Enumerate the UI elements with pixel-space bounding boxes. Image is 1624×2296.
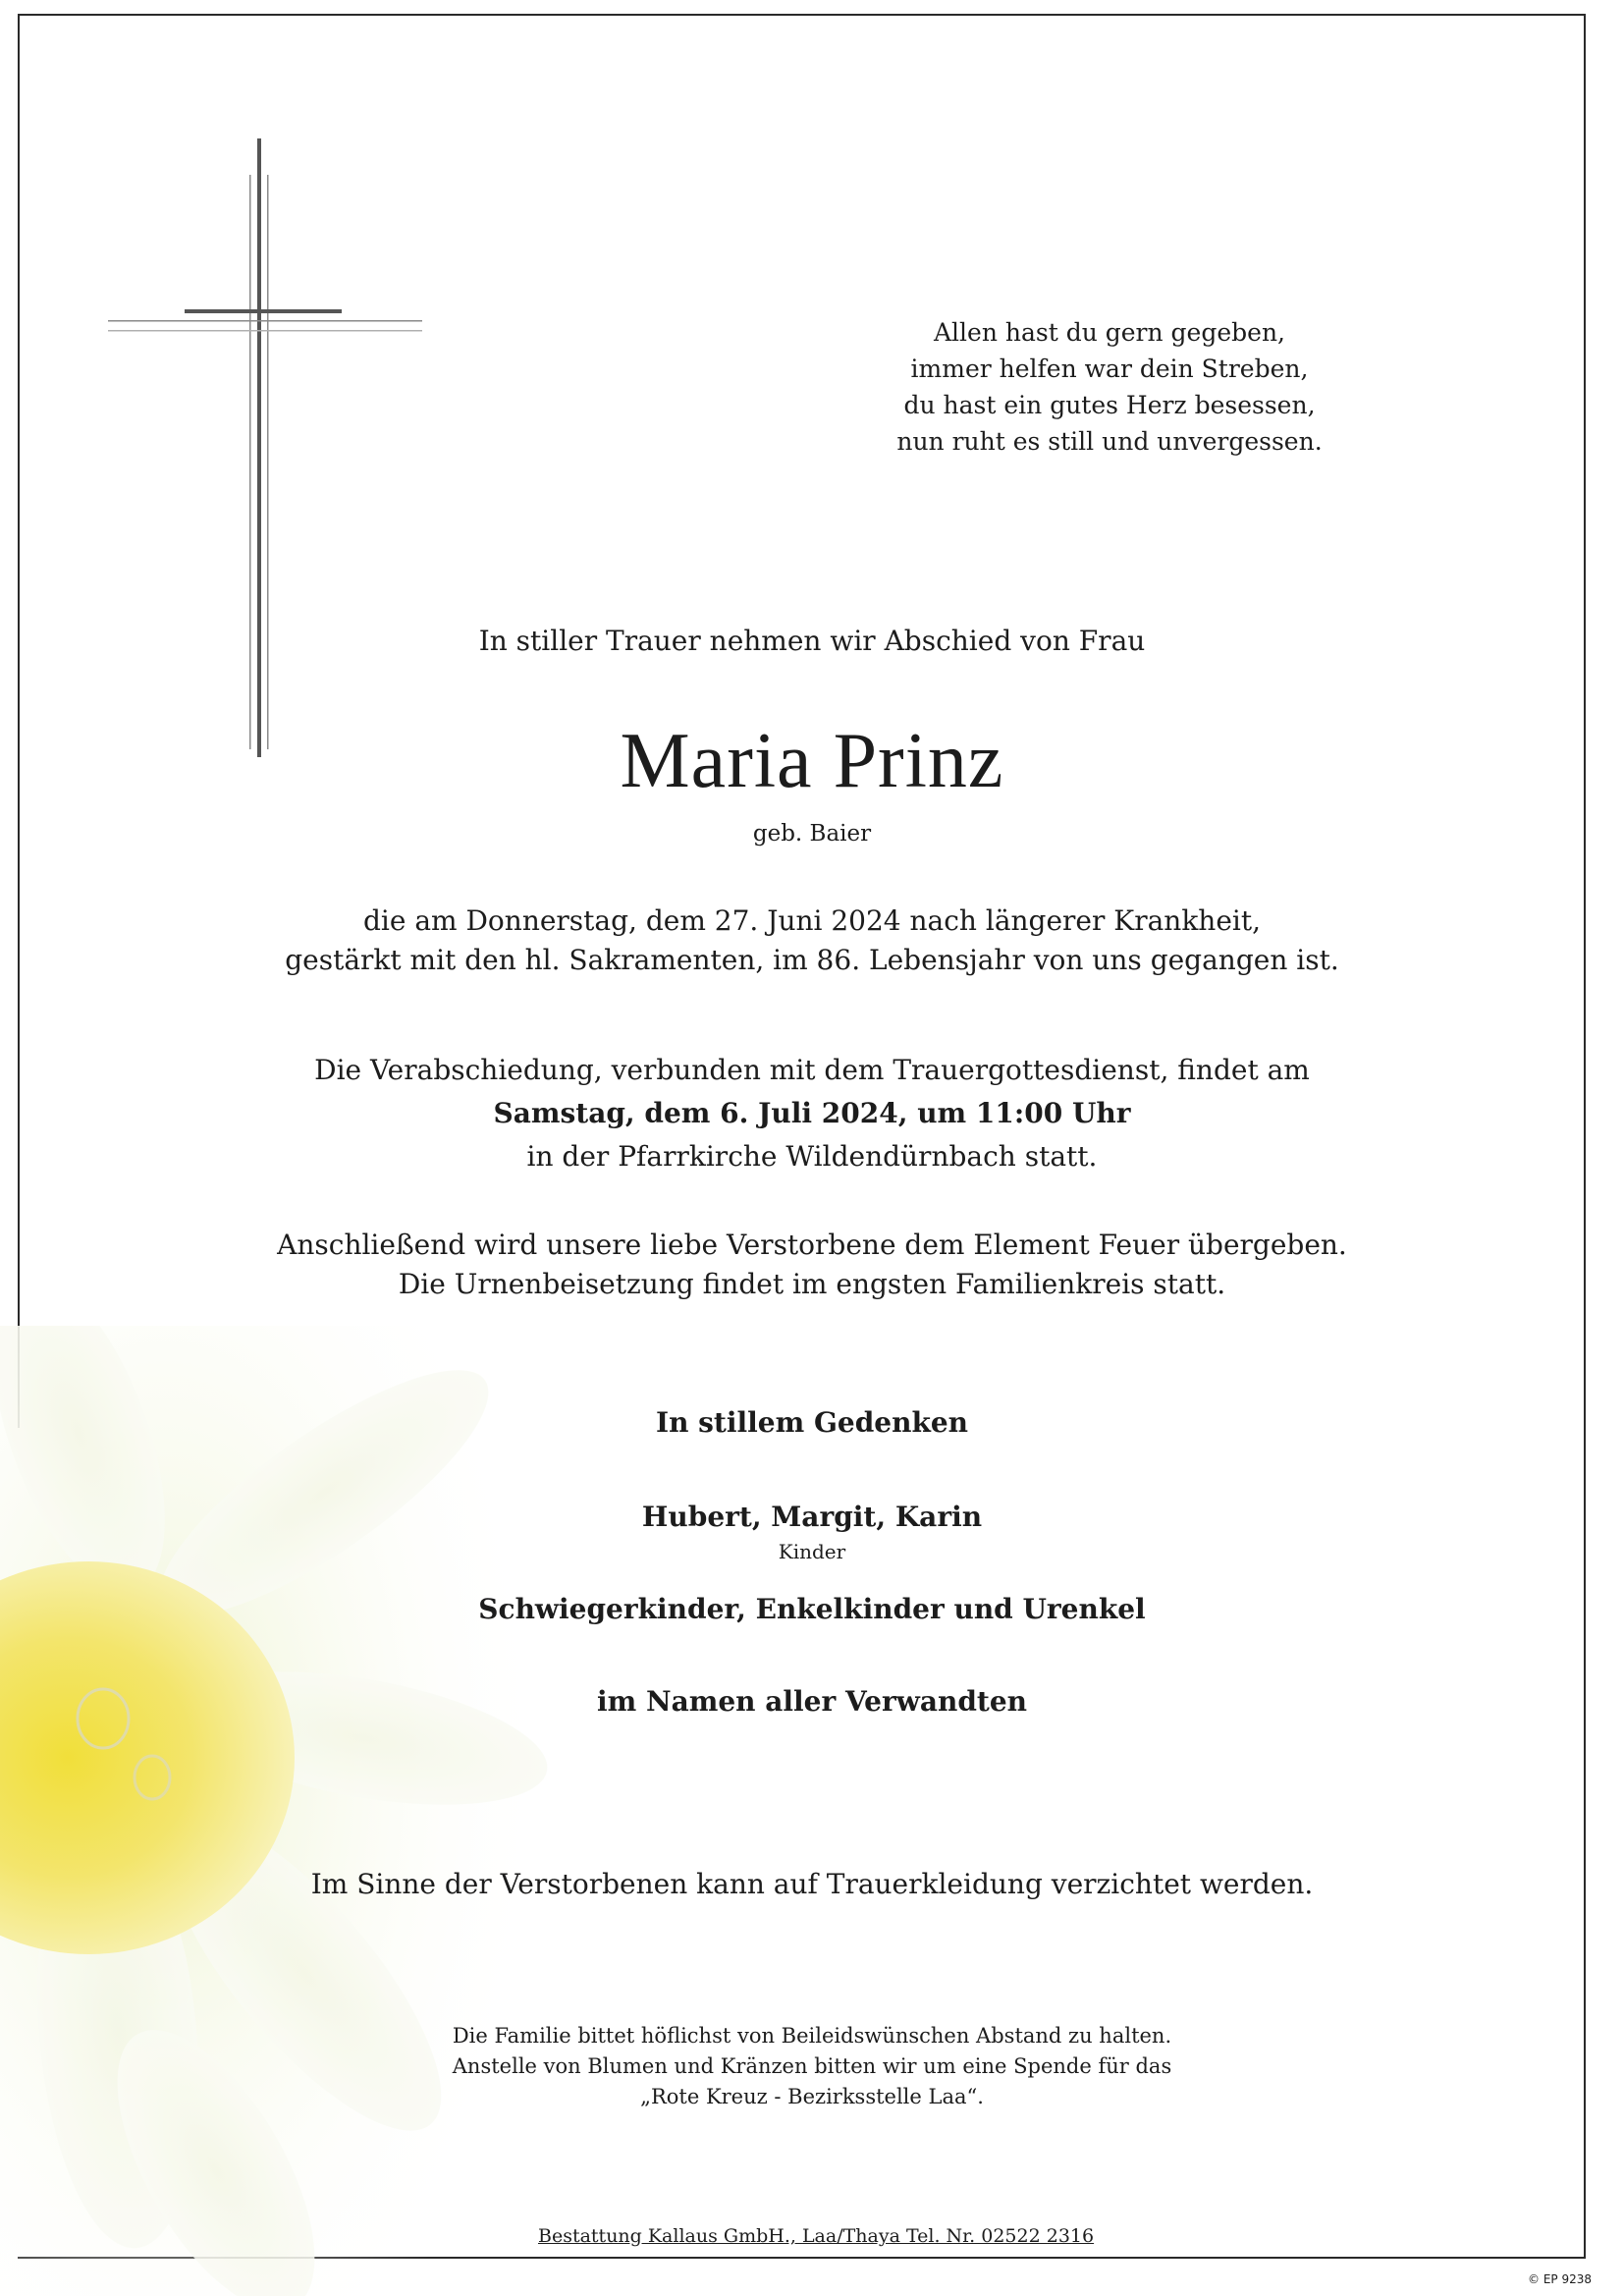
request-line: Anstelle von Blumen und Kränzen bitten wir um eine Spende für das: [452, 2054, 1172, 2078]
death-notice-line: die am Donnerstag, dem 27. Juni 2024 nach längerer Krankheit,: [362, 904, 1261, 937]
form-code: © EP 9238: [1528, 2272, 1592, 2286]
clothing-note: Im Sinne der Verstorbenen kann auf Trauerkleidung verzichtet werden.: [310, 1868, 1314, 1900]
born-name: geb. Baier: [752, 821, 872, 847]
request-line: „Rote Kreuz - Bezirksstelle Laa“.: [640, 2085, 984, 2108]
cross-icon: [98, 136, 432, 764]
mourners-relatives: Schwiegerkinder, Enkelkinder und Urenkel: [478, 1593, 1146, 1625]
funeral-home-footer: Bestattung Kallaus GmbH., Laa/Thaya Tel. Nr. 02522 2316: [538, 2225, 1095, 2247]
cremation-line: Die Urnenbeisetzung findet im engsten Familienkreis statt.: [398, 1268, 1226, 1300]
poem-line: nun ruht es still und unvergessen.: [896, 427, 1323, 456]
service-date-time: Samstag, dem 6. Juli 2024, um 11:00 Uhr: [493, 1097, 1131, 1129]
service-info: [0, 1049, 1624, 1178]
mourners-children: Hubert, Margit, Karin: [641, 1501, 983, 1533]
service-line: Die Verabschiedung, verbunden mit dem Trauergottesdienst, findet am: [314, 1054, 1310, 1086]
death-notice: [0, 902, 1624, 980]
poem: [815, 314, 1404, 460]
poem-line: immer helfen war dein Streben,: [910, 355, 1309, 383]
service-place: in der Pfarrkirche Wildendürnbach statt.: [526, 1140, 1098, 1173]
request-line: Die Familie bittet höflichst von Beileidswünschen Abstand zu halten.: [452, 2024, 1172, 2048]
mourners-heading: In stillem Gedenken: [655, 1406, 969, 1439]
poem-line: du hast ein gutes Herz besessen,: [903, 391, 1316, 419]
deceased-name: Maria Prinz: [620, 718, 1004, 804]
mourners-children-label: Kinder: [778, 1540, 846, 1563]
cremation-line: Anschließend wird unsere liebe Verstorbene dem Element Feuer übergeben.: [277, 1229, 1347, 1261]
intro-text: In stiller Trauer nehmen wir Abschied von Frau: [478, 625, 1146, 657]
daisy-flower-image: [0, 1326, 550, 2296]
family-request: [0, 2021, 1624, 2112]
death-notice-line: gestärkt mit den hl. Sakramenten, im 86. Lebensjahr von uns gegangen ist.: [285, 944, 1339, 976]
poem-line: Allen hast du gern gegeben,: [933, 318, 1285, 347]
cremation-info: [0, 1226, 1624, 1304]
mourners-all: im Namen aller Verwandten: [596, 1685, 1028, 1718]
